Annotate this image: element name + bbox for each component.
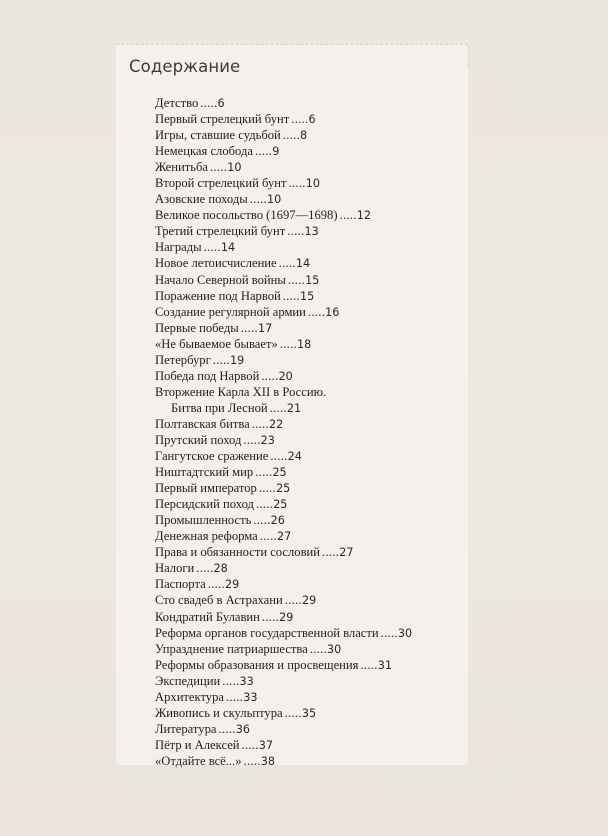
dot-leader: .....	[222, 673, 240, 688]
toc-entry[interactable]	[155, 255, 467, 271]
dot-leader: .....	[240, 320, 258, 335]
toc-entry[interactable]	[155, 576, 467, 592]
dot-leader: .....	[226, 689, 244, 704]
toc-entry-title: Новое летоисчисление	[155, 256, 277, 271]
toc-entry-page-number: 28	[213, 562, 228, 576]
toc-entry[interactable]	[155, 288, 467, 304]
toc-entry-title: Третий стрелецкий бунт	[155, 224, 286, 239]
toc-entry-title: Реформа органов государственной власти	[155, 625, 379, 640]
toc-entry[interactable]	[155, 127, 467, 143]
toc-entry-page-number: 35	[301, 706, 317, 720]
dot-leader: .....	[307, 304, 326, 319]
toc-entry-title: Игры, ставшие судьбой	[155, 128, 281, 143]
toc-entry-page-number: 27	[339, 546, 354, 560]
dot-leader: .....	[261, 368, 279, 383]
dot-leader: .....	[255, 497, 274, 512]
toc-entry[interactable]	[155, 95, 467, 111]
toc-entry-title: Архитектура	[155, 689, 224, 704]
toc-entry-title: Второй стрелецкий бунт	[155, 176, 287, 191]
dot-leader: .....	[339, 208, 357, 223]
toc-entry-page-number: 12	[356, 209, 372, 223]
toc-entry-page-number: 10	[305, 177, 320, 191]
toc-entry-title: Паспорта	[155, 577, 206, 592]
toc-entry[interactable]	[155, 191, 467, 207]
toc-entry-title: Победа под Нарвой	[155, 368, 260, 383]
toc-entry-title: Азовские походы	[155, 192, 248, 207]
toc-entry-page-number: 16	[325, 305, 340, 319]
toc-entry-title: «Отдайте всё...»	[155, 753, 242, 768]
toc-entry-page-number: 30	[327, 642, 342, 656]
dot-leader: .....	[218, 721, 236, 736]
dot-leader: .....	[270, 449, 288, 464]
dot-leader: .....	[255, 465, 273, 480]
toc-entry[interactable]	[155, 368, 467, 384]
toc-entry[interactable]	[155, 705, 467, 721]
toc-entry-title: Сто свадеб в Астрахани	[155, 593, 283, 608]
toc-entry-page-number: 10	[266, 193, 282, 207]
toc-entry-title: Гангутское сражение	[155, 449, 269, 464]
toc-entry[interactable]	[155, 272, 467, 288]
dot-leader: .....	[243, 753, 261, 768]
toc-entry-title: Первый император	[155, 481, 257, 496]
toc-entry-page-number: 25	[276, 482, 291, 496]
toc-entry-title: «Не бываемое бывает»	[155, 336, 278, 351]
toc-entry-title: Ништадтский мир	[155, 465, 254, 480]
dot-leader: .....	[259, 529, 277, 544]
toc-entry-page-number: 18	[297, 337, 312, 351]
dot-leader: .....	[282, 288, 300, 303]
toc-entry[interactable]	[155, 304, 467, 320]
toc-entry[interactable]	[155, 352, 467, 368]
toc-entry[interactable]	[155, 223, 467, 239]
contents-heading: Содержание	[129, 57, 241, 76]
toc-entry-page-number: 6	[308, 113, 316, 127]
dot-leader: .....	[284, 705, 302, 720]
dot-leader: .....	[251, 416, 269, 431]
dot-leader: .....	[258, 481, 277, 496]
toc-entry-title: Петербург	[155, 352, 211, 367]
toc-entry-page-number: 19	[230, 353, 245, 367]
toc-entry-page-number: 33	[239, 674, 254, 688]
toc-entry[interactable]	[155, 416, 467, 432]
toc-entry-title: Права и обязанности сословий	[155, 545, 321, 560]
toc-entry[interactable]	[155, 544, 467, 560]
toc-entry-title: Женитьба	[155, 160, 208, 175]
dot-leader: .....	[322, 545, 340, 560]
toc-entry-page-number: 25	[272, 466, 287, 480]
toc-entry-page-number: 13	[304, 225, 319, 239]
toc-entry[interactable]	[155, 207, 467, 223]
toc-entry[interactable]	[155, 143, 467, 159]
toc-entry-title: Первый стрелецкий бунт	[155, 112, 290, 127]
toc-entry[interactable]	[155, 592, 467, 608]
toc-entry[interactable]	[155, 657, 467, 673]
dot-leader: .....	[291, 112, 309, 127]
dot-leader: .....	[253, 513, 271, 528]
toc-entry-page-number: 29	[302, 594, 317, 608]
dot-leader: .....	[243, 432, 261, 447]
toc-entry-title: Начало Северной войны	[155, 272, 286, 287]
toc-entry-title: Денежная реформа	[155, 529, 258, 544]
toc-entry-page-number: 10	[227, 161, 242, 175]
toc-entry-page-number: 21	[286, 401, 302, 415]
toc-entry-page-number: 14	[220, 241, 236, 255]
toc-entry[interactable]	[155, 496, 467, 512]
toc-entry-title: Литература	[155, 721, 217, 736]
toc-entry[interactable]	[155, 753, 467, 769]
toc-entry-page-number: 6	[217, 97, 225, 110]
toc-entry[interactable]	[155, 336, 467, 352]
toc-entry-title: Экспедиции	[155, 673, 221, 688]
toc-entry[interactable]	[155, 320, 467, 336]
dot-leader: .....	[212, 352, 231, 367]
dot-leader: .....	[261, 609, 280, 624]
toc-entry-title: Кондратий Булавин	[155, 609, 260, 624]
toc-entry[interactable]	[155, 432, 467, 448]
dot-leader: .....	[380, 625, 398, 640]
dot-leader: .....	[254, 144, 273, 159]
dot-leader: .....	[284, 593, 302, 608]
dot-leader: .....	[200, 96, 218, 110]
toc-entry-page-number: 17	[257, 321, 273, 335]
toc-entry[interactable]	[155, 641, 467, 657]
toc-entry-title: Налоги	[155, 561, 195, 576]
toc-entry[interactable]	[155, 239, 467, 255]
toc-entry-page-number: 26	[270, 514, 285, 528]
toc-entry[interactable]	[155, 464, 467, 480]
dot-leader: .....	[282, 128, 301, 143]
toc-entry[interactable]	[155, 111, 467, 127]
toc-entry[interactable]	[155, 384, 467, 400]
toc-entry-page-number: 22	[268, 417, 284, 431]
toc-entry[interactable]	[155, 400, 467, 416]
toc-entry-page-number: 24	[287, 450, 302, 464]
toc-entry[interactable]	[155, 480, 467, 496]
toc-entry-title: Промышленность	[155, 513, 252, 528]
toc-entry-title: Прутский поход	[155, 432, 242, 447]
toc-entry-page-number: 23	[260, 433, 275, 447]
toc-entry-title: Упразднение патриаршества	[155, 641, 308, 656]
toc-entry[interactable]	[155, 512, 467, 528]
toc-entry[interactable]	[155, 528, 467, 544]
toc-entry[interactable]	[155, 721, 467, 737]
toc-entry-page-number: 20	[278, 369, 293, 383]
toc-entry-title: Полтавская битва	[155, 416, 250, 431]
toc-entry-page-number: 36	[235, 722, 250, 736]
dot-leader: .....	[196, 561, 214, 576]
toc-entry[interactable]	[155, 673, 467, 689]
toc-entry[interactable]	[155, 560, 467, 576]
toc-entry-title: Битва при Лесной	[171, 400, 268, 415]
dot-leader: .....	[207, 577, 225, 592]
toc-entry-title: Поражение под Нарвой	[155, 288, 281, 303]
toc-entry-title: Детство	[155, 96, 199, 110]
toc-entry-title: Вторжение Карла XII в Россию.	[155, 384, 327, 399]
toc-entry-title: Пётр и Алексей	[155, 737, 240, 752]
dot-leader: .....	[209, 160, 228, 175]
dot-leader: .....	[360, 657, 378, 672]
toc-entry[interactable]	[155, 689, 467, 705]
toc-entry-title: Живопись и скульптура	[155, 705, 283, 720]
toc-entry-page-number: 30	[397, 626, 413, 640]
toc-entry-title: Награды	[155, 240, 202, 255]
toc-entry-page-number: 29	[279, 610, 294, 624]
toc-entry-page-number: 9	[272, 145, 280, 159]
toc-entry[interactable]	[155, 448, 467, 464]
dot-leader: .....	[203, 240, 221, 255]
dot-leader: .....	[279, 336, 297, 351]
toc-entry-page-number: 15	[305, 273, 320, 287]
toc-entry-title: Реформы образования и просвещения	[155, 657, 359, 672]
dot-leader: .....	[287, 272, 306, 287]
toc-entry-page-number: 8	[300, 129, 308, 143]
toc-entry[interactable]	[155, 609, 467, 625]
toc-entry-title: Великое посольство (1697—1698)	[155, 208, 338, 223]
toc-entry-page-number: 14	[295, 257, 311, 271]
toc-entry-page-number: 27	[276, 530, 292, 544]
toc-entry-page-number: 37	[258, 738, 274, 752]
dot-leader: .....	[278, 256, 296, 271]
dot-leader: .....	[269, 400, 287, 415]
toc-entry-page-number: 15	[299, 289, 315, 303]
toc-entry[interactable]	[155, 625, 467, 641]
dot-leader: .....	[287, 224, 305, 239]
table-of-contents-panel	[116, 44, 468, 768]
toc-entry[interactable]	[155, 159, 467, 175]
toc-entry-title: Создание регулярной армии	[155, 304, 306, 319]
toc-entry-title: Персидский поход	[155, 497, 254, 512]
toc-entries-list	[155, 95, 467, 769]
dot-leader: .....	[288, 176, 306, 191]
toc-entry-page-number: 38	[260, 754, 276, 768]
toc-entry-title: Первые победы	[155, 320, 239, 335]
toc-entry-page-number: 29	[224, 578, 240, 592]
toc-entry[interactable]	[155, 175, 467, 191]
dot-leader: .....	[309, 641, 328, 656]
dot-leader: .....	[241, 737, 259, 752]
toc-entry-page-number: 25	[273, 498, 288, 512]
toc-entry-page-number: 33	[243, 690, 258, 704]
toc-entry[interactable]	[155, 737, 467, 753]
dot-leader: .....	[249, 192, 267, 207]
toc-entry-title: Немецкая слобода	[155, 144, 253, 159]
toc-entry-page-number: 31	[377, 658, 392, 672]
